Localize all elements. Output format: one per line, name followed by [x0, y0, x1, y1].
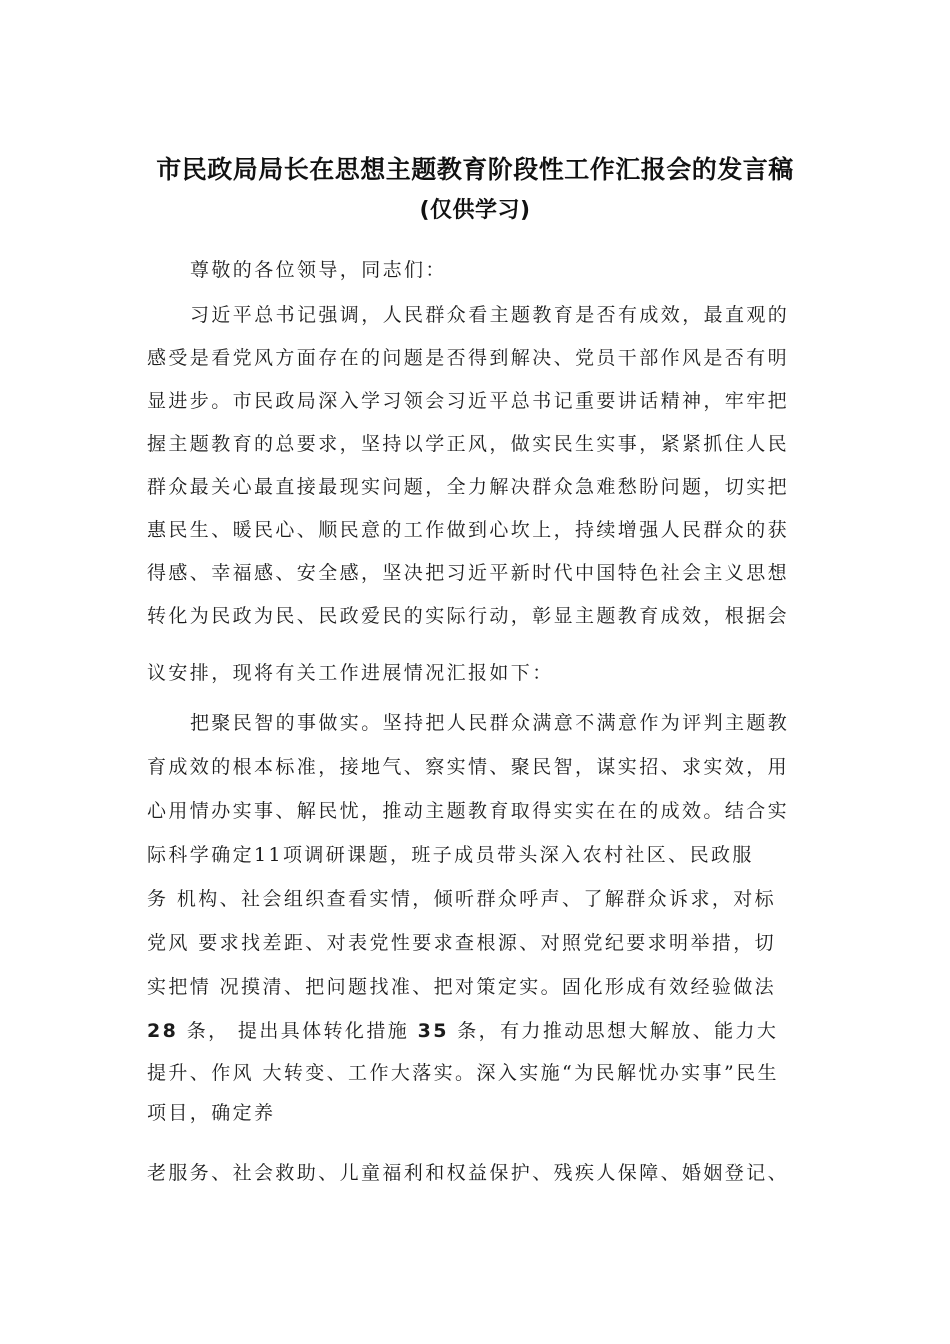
inline-text: 条，有力推动思想大解放、能力大: [448, 1020, 779, 1042]
paragraph-line: 把聚民智的事做实。坚持把人民群众满意不满意作为评判主题教: [190, 712, 790, 734]
paragraph-line: 习近平总书记强调，人民群众看主题教育是否有成效，最直观的: [190, 304, 790, 326]
paragraph-line: 显进步。市民政局深入学习领会习近平总书记重要讲话精神，牢牢把: [147, 390, 790, 412]
measure-count: 28: [147, 1020, 179, 1042]
paragraph-line: 党风 要求找差距、对表党性要求查根源、对照党纪要求明举措，切: [147, 932, 777, 954]
paragraph-line: 老服务、社会救助、儿童福利和权益保护、残疾人保障、婚姻登记、: [147, 1162, 790, 1184]
paragraph-line: 惠民生、暖民心、顺民意的工作做到心坎上，持续增强人民群众的获: [147, 519, 790, 541]
paragraph-line: 实把情 况摸清、把问题找准、把对策定实。固化形成有效经验做法: [147, 976, 777, 998]
paragraph-line: 议安排，现将有关工作进展情况汇报如下：: [147, 662, 554, 684]
paragraph-line: 务 机构、社会组织查看实情，倾听群众呼声、了解群众诉求，对标: [147, 888, 777, 910]
paragraph-line: 群众最关心最直接最现实问题，全力解决群众急难愁盼问题，切实把: [147, 476, 790, 498]
paragraph-line: 得感、幸福感、安全感，坚决把习近平新时代中国特色社会主义思想: [147, 562, 790, 584]
measure-count: 35: [417, 1020, 449, 1042]
paragraph-line: 际科学确定11项调研课题，班子成员带头深入农村社区、民政服: [147, 844, 754, 866]
document-subtitle: (仅供学习): [419, 198, 531, 223]
paragraph-line: 感受是看党风方面存在的问题是否得到解决、党员干部作风是否有明: [147, 347, 790, 369]
inline-text: 条， 提出具体转化措施: [178, 1020, 418, 1042]
paragraph-line-numbers: [147, 1016, 778, 1043]
salutation: 尊敬的各位领导，同志们：: [190, 259, 447, 281]
paragraph-line: 项目，确定养: [147, 1102, 276, 1124]
paragraph-line: 提升、作风 大转变、工作大落实。深入实施“为民解忧办实事”民生: [147, 1062, 779, 1084]
paragraph-line: 心用情办实事、解民忧，推动主题教育取得实实在在的成效。结合实: [147, 800, 790, 822]
paragraph-line: 转化为民政为民、民政爱民的实际行动，彰显主题教育成效，根据会: [147, 605, 790, 627]
paragraph-line: 育成效的根本标准，接地气、察实情、聚民智，谋实招、求实效，用: [147, 756, 790, 778]
document-title: 市民政局局长在思想主题教育阶段性工作汇报会的发言稿: [156, 155, 794, 184]
paragraph-line: 握主题教育的总要求，坚持以学正风，做实民生实事，紧紧抓住人民: [147, 433, 790, 455]
